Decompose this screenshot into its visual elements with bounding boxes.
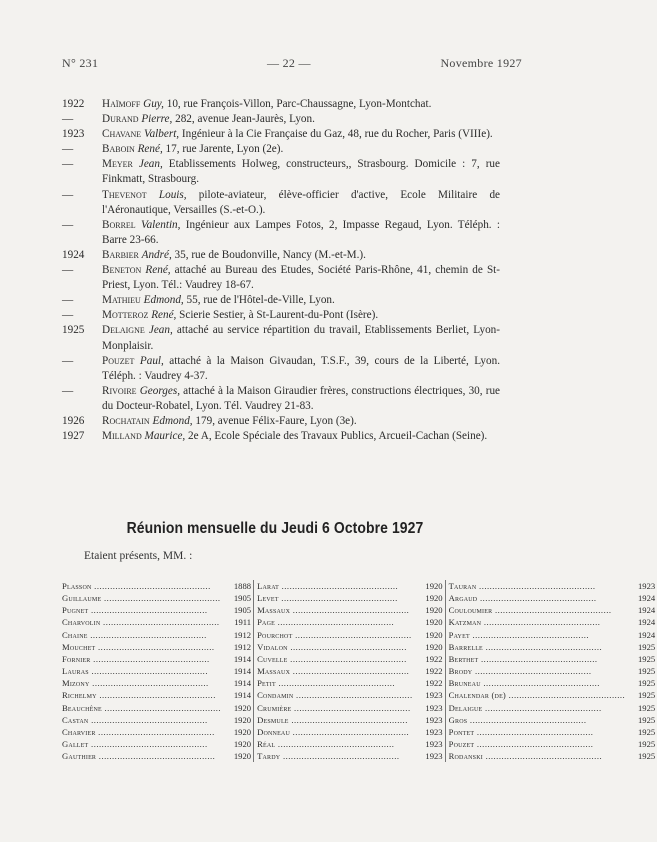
- entry-firstname: Jean,: [148, 324, 173, 337]
- entry-text: [100, 97, 500, 112]
- attendee-name: Charvolin .....: [62, 616, 221, 628]
- entry-year: 1927: [62, 430, 85, 443]
- attendee-row: [254, 580, 446, 592]
- attendee-row: [446, 604, 657, 616]
- attendee-year: 1925: [638, 751, 656, 762]
- attendee-name: Charvier .....: [62, 726, 221, 738]
- attendee-year: 1925: [638, 714, 656, 725]
- attendee-year: 1920: [221, 702, 254, 714]
- entry-year: —: [62, 384, 74, 397]
- attendee-name: Payet .....: [446, 629, 626, 641]
- attendee-name: Tardy .....: [254, 750, 413, 762]
- attendee-year: 1924: [638, 593, 656, 604]
- member-entry: [62, 97, 500, 112]
- attendee-year: 1888: [221, 580, 254, 592]
- attendees-column: [62, 580, 254, 762]
- entry-surname: Chavane: [102, 128, 144, 141]
- member-entry: [62, 248, 500, 263]
- attendee-name: Levet .....: [254, 592, 413, 604]
- attendee-row: [254, 714, 446, 726]
- member-entry: [62, 188, 500, 218]
- attendee-name: Mouchet .....: [62, 641, 221, 653]
- entry-text: [100, 308, 500, 323]
- attendee-row: [254, 665, 446, 677]
- issue-date: Novembre 1927: [440, 56, 522, 70]
- attendee-name: Castan .....: [62, 714, 221, 726]
- attendee-year: 1920: [413, 604, 446, 616]
- entry-surname: Rochatain: [102, 414, 153, 427]
- entry-text: [100, 293, 500, 308]
- attendee-name: Pouzet .....: [446, 738, 626, 750]
- attendees-column: [254, 580, 446, 762]
- attendee-year: 1923: [413, 714, 446, 726]
- attendee-row: [254, 604, 446, 616]
- entry-text: [100, 384, 500, 414]
- entry-year: —: [62, 188, 74, 201]
- section-title: Réunion mensuelle du Jeudi 6 Octobre 1927: [126, 520, 424, 537]
- attendee-name: Guillaume .....: [62, 592, 221, 604]
- attendee-row: [446, 726, 657, 738]
- attendee-row: [62, 714, 254, 726]
- entry-firstname: Edmond,: [143, 294, 184, 307]
- attendee-row: [254, 750, 446, 762]
- member-entry: [62, 323, 500, 353]
- attendee-year: 1920: [413, 580, 446, 592]
- attendee-row: [254, 616, 446, 628]
- entry-text: [100, 263, 500, 293]
- attendee-name: Rodanski .....: [446, 750, 626, 762]
- entry-details: attaché à la Maison Giraudier frères, constructions électriques, 30, rue du Docteur-Robatel, Lyon. Tél. Vaudrey 21-83.: [102, 384, 500, 412]
- entry-surname: Beneton: [102, 264, 146, 277]
- entry-surname: Borrel: [102, 218, 141, 231]
- attendee-name: Vidalon .....: [254, 641, 413, 653]
- attendee-row: [254, 702, 446, 714]
- attendee-name: Lauras .....: [62, 665, 221, 677]
- entry-year: —: [62, 218, 74, 231]
- entry-surname: Barbier: [102, 248, 142, 261]
- entry-details: 2e A, Ecole Spéciale des Travaux Publics, Arcueil-Cachan (Seine).: [185, 430, 488, 443]
- entry-text: [100, 218, 500, 248]
- attendee-year: 1920: [221, 726, 254, 738]
- attendee-row: [446, 750, 657, 762]
- member-entry: [62, 429, 500, 444]
- attendee-name: Pourchot .....: [254, 629, 413, 641]
- attendee-row: [62, 604, 254, 616]
- attendee-year: 1923: [413, 726, 446, 738]
- entry-surname: Delaigne: [102, 324, 149, 337]
- entry-details: 17, rue Jarente, Lyon (2e).: [162, 143, 284, 156]
- attendee-name: Réal .....: [254, 738, 413, 750]
- entry-surname: Durand: [102, 113, 142, 126]
- attendee-name: Couloumier .....: [446, 604, 626, 616]
- attendee-name: Larat .....: [254, 580, 413, 592]
- attendee-name: Beauchêne .....: [62, 702, 221, 714]
- attendee-name: Bruneau .....: [446, 677, 626, 689]
- attendee-name: Cuvelle .....: [254, 653, 413, 665]
- entry-firstname: René,: [137, 143, 163, 156]
- attendee-year: 1920: [413, 629, 446, 641]
- attendee-year: 1920: [221, 714, 254, 726]
- entry-year: —: [62, 158, 74, 171]
- entry-firstname: Pierre,: [141, 113, 173, 126]
- entry-text: [100, 157, 500, 187]
- member-entry: [62, 308, 500, 323]
- entry-firstname: Maurice,: [144, 430, 186, 443]
- attendee-year: 1920: [413, 616, 446, 628]
- entry-year: 1926: [62, 414, 85, 427]
- entry-text: [100, 429, 500, 444]
- attendee-year: 1911: [221, 616, 254, 628]
- attendee-year: 1924: [638, 605, 656, 616]
- entry-text: [100, 112, 500, 127]
- attendee-name: Pontet .....: [446, 726, 626, 738]
- attendee-name: Gallet .....: [62, 738, 221, 750]
- attendee-row: [254, 653, 446, 665]
- entry-text: [100, 354, 500, 384]
- attendee-row: [446, 677, 657, 689]
- attendee-year: 1922: [413, 665, 446, 677]
- attendee-year: 1922: [413, 653, 446, 665]
- attendee-name: Katzman .....: [446, 616, 626, 628]
- entry-year: 1925: [62, 324, 85, 337]
- attendee-row: [62, 616, 254, 628]
- entry-firstname: Georges,: [139, 384, 181, 397]
- entry-text: [100, 414, 500, 429]
- entry-surname: Rivoire: [102, 384, 140, 397]
- entry-text: [100, 323, 500, 353]
- attendee-year: 1912: [221, 641, 254, 653]
- entry-year: —: [62, 309, 74, 322]
- attendee-name: Plasson .....: [62, 580, 221, 592]
- entry-firstname: Edmond,: [152, 414, 193, 427]
- entry-firstname: Valbert,: [143, 128, 180, 141]
- attendee-row: [254, 641, 446, 653]
- attendee-year: 1924: [638, 629, 656, 640]
- entry-text: [100, 127, 500, 142]
- attendee-year: 1925: [638, 702, 656, 713]
- attendee-name: Chaine .....: [62, 629, 221, 641]
- attendee-row: [62, 641, 254, 653]
- attendee-year: 1920: [413, 592, 446, 604]
- entry-text: [100, 248, 500, 263]
- attendee-year: 1925: [638, 666, 656, 677]
- entry-details: 282, avenue Jean-Jaurès, Lyon.: [172, 113, 315, 126]
- member-entry: [62, 263, 500, 293]
- member-entry: [62, 354, 500, 384]
- attendee-name: Condamin .....: [254, 689, 413, 701]
- attendee-name: Pugnet .....: [62, 604, 221, 616]
- attendee-name: Donneau .....: [254, 726, 413, 738]
- entry-year: 1923: [62, 128, 85, 141]
- attendee-row: [62, 750, 254, 762]
- attendee-row: [254, 677, 446, 689]
- attendee-row: [446, 641, 657, 653]
- attendee-row: [62, 702, 254, 714]
- page-number: — 22 —: [267, 56, 311, 70]
- entry-surname: Baboin: [102, 143, 138, 156]
- attendee-year: 1920: [221, 738, 254, 750]
- member-entry: [62, 142, 500, 157]
- attendee-name: Massaux .....: [254, 604, 413, 616]
- entry-details: attaché à la Maison Givaudan, T.S.F., 39, cours de la Liberté, Lyon. Téléph. : Vaudrey 4-37.: [102, 354, 501, 382]
- attendee-year: 1923: [413, 750, 446, 762]
- entry-details: Ingénieur aux Lampes Fotos, 2, Impasse Regaud, Lyon. Téléph. : Barre 23-66.: [102, 218, 501, 246]
- member-entry: [62, 127, 500, 142]
- attendee-name: Gros .....: [446, 714, 626, 726]
- attendee-year: 1925: [638, 739, 656, 750]
- attendee-row: [62, 580, 254, 592]
- entry-surname: Milland: [102, 430, 145, 443]
- attendee-year: 1914: [221, 689, 254, 701]
- entry-details: attaché au service répartition du travail, Etablissements Berliet, Lyon-Monplaisir.: [102, 324, 500, 352]
- attendee-name: Page .....: [254, 616, 413, 628]
- attendee-name: Chalendar (de) .....: [446, 689, 626, 701]
- attendee-row: [62, 677, 254, 689]
- entry-year: 1922: [62, 98, 85, 110]
- attendee-row: [62, 653, 254, 665]
- attendee-name: Petit .....: [254, 677, 413, 689]
- attendee-row: [254, 592, 446, 604]
- attendee-year: 1920: [413, 641, 446, 653]
- attendee-year: 1924: [638, 617, 656, 628]
- attendees-label: Etaient présents, MM. :: [84, 550, 193, 562]
- attendee-row: [446, 616, 657, 628]
- entry-surname: Mathieu: [102, 294, 144, 307]
- attendees-table: [62, 580, 656, 762]
- attendee-row: [446, 592, 657, 604]
- attendee-year: 1914: [221, 653, 254, 665]
- attendee-row: [254, 689, 446, 701]
- attendee-year: 1925: [638, 690, 656, 701]
- entry-text: [100, 142, 500, 157]
- member-list: [62, 97, 500, 444]
- attendee-row: [446, 653, 657, 665]
- entry-surname: Haïmoff: [102, 98, 144, 110]
- entry-surname: Pouzet: [102, 354, 140, 367]
- attendee-name: Richelmy .....: [62, 689, 221, 701]
- attendee-year: 1925: [638, 653, 656, 664]
- entry-details: 10, rue François-Villon, Parc-Chaussagne, Lyon-Montchat.: [163, 98, 432, 110]
- entry-year: —: [62, 354, 74, 367]
- entry-surname: Thevenot: [102, 188, 159, 201]
- entry-details: 55, rue de l'Hôtel-de-Ville, Lyon.: [183, 294, 335, 307]
- entry-firstname: René,: [145, 264, 171, 277]
- attendee-row: [62, 665, 254, 677]
- attendee-row: [62, 629, 254, 641]
- entry-details: Scierie Sestier, à St-Laurent-du-Pont (Isère).: [176, 309, 379, 322]
- attendee-year: 1914: [221, 677, 254, 689]
- entry-surname: Meyer: [102, 158, 139, 171]
- attendee-row: [62, 689, 254, 701]
- attendee-year: 1925: [638, 678, 656, 689]
- attendee-row: [446, 714, 657, 726]
- entry-surname: Motteroz: [102, 309, 152, 322]
- attendee-name: Fornier .....: [62, 653, 221, 665]
- attendee-name: Crumière .....: [254, 702, 413, 714]
- issue-number: N° 231: [62, 56, 99, 70]
- member-entry: [62, 414, 500, 429]
- attendee-row: [62, 592, 254, 604]
- attendee-year: 1925: [638, 641, 656, 652]
- entry-details: 35, rue de Boudonville, Nancy (M.-et-M.).: [171, 248, 366, 261]
- attendee-year: 1923: [413, 702, 446, 714]
- attendee-name: Brody .....: [446, 665, 626, 677]
- attendee-row: [446, 738, 657, 750]
- attendee-year: 1905: [221, 604, 254, 616]
- member-entry: [62, 157, 500, 187]
- attendee-row: [254, 726, 446, 738]
- entry-firstname: Guy,: [143, 98, 164, 110]
- attendee-name: Barrelle .....: [446, 641, 626, 653]
- attendee-row: [446, 689, 657, 701]
- attendee-year: 1905: [221, 592, 254, 604]
- member-entry: [62, 218, 500, 248]
- entry-firstname: René,: [151, 309, 177, 322]
- attendee-row: [446, 629, 657, 641]
- entry-firstname: Valentin,: [140, 218, 181, 231]
- attendee-name: Mizony .....: [62, 677, 221, 689]
- attendee-name: Massaux .....: [254, 665, 413, 677]
- entry-firstname: Jean,: [138, 158, 163, 171]
- member-entry: [62, 384, 500, 414]
- entry-details: Etablissements Holweg, constructeurs,, Strasbourg. Domicile : 7, rue Finkmatt, Strasbourg.: [102, 158, 500, 186]
- attendee-year: 1923: [413, 738, 446, 750]
- attendee-row: [62, 738, 254, 750]
- attendee-year: 1914: [221, 665, 254, 677]
- attendee-year: 1920: [221, 750, 254, 762]
- entry-text: [100, 188, 500, 218]
- attendee-row: [446, 580, 657, 592]
- entry-details: 179, avenue Félix-Faure, Lyon (3e).: [192, 414, 357, 427]
- entry-details: pilote-aviateur, élève-officier d'active, Ecole Militaire de l'Aéronautique, Versailles (S.-et-O.).: [102, 188, 501, 216]
- entry-details: Ingénieur à la Cie Française du Gaz, 48, rue du Rocher, Paris (VIIIe).: [179, 128, 493, 141]
- entry-details: attaché au Bureau des Etudes, Société Paris-Rhône, 41, chemin de St-Priest, Lyon. Tél.: Vaudrey 18-67.: [102, 264, 500, 292]
- attendee-row: [446, 702, 657, 714]
- attendee-year: 1922: [413, 677, 446, 689]
- entry-firstname: Paul,: [139, 354, 164, 367]
- attendee-year: 1923: [638, 581, 656, 591]
- entry-year: —: [62, 294, 74, 307]
- member-entry: [62, 293, 500, 308]
- attendee-row: [446, 665, 657, 677]
- attendee-row: [254, 738, 446, 750]
- attendee-name: Desmule .....: [254, 714, 413, 726]
- entry-year: —: [62, 143, 74, 156]
- entry-year: —: [62, 264, 74, 277]
- attendee-name: Tauran .....: [446, 580, 626, 592]
- attendee-row: [62, 726, 254, 738]
- entry-year: —: [62, 113, 74, 126]
- member-entry: [62, 112, 500, 127]
- attendee-name: Gauthier .....: [62, 750, 221, 762]
- entry-firstname: Louis,: [158, 188, 187, 201]
- attendee-name: Argaud .....: [446, 592, 626, 604]
- attendee-year: 1925: [638, 726, 656, 737]
- attendee-name: Delaigue .....: [446, 702, 626, 714]
- attendee-year: 1923: [413, 689, 446, 701]
- attendees-column: [446, 580, 657, 762]
- entry-firstname: André,: [141, 248, 172, 261]
- attendee-name: Berthet .....: [446, 653, 626, 665]
- entry-year: 1924: [62, 248, 85, 261]
- attendee-year: 1912: [221, 629, 254, 641]
- attendee-row: [254, 629, 446, 641]
